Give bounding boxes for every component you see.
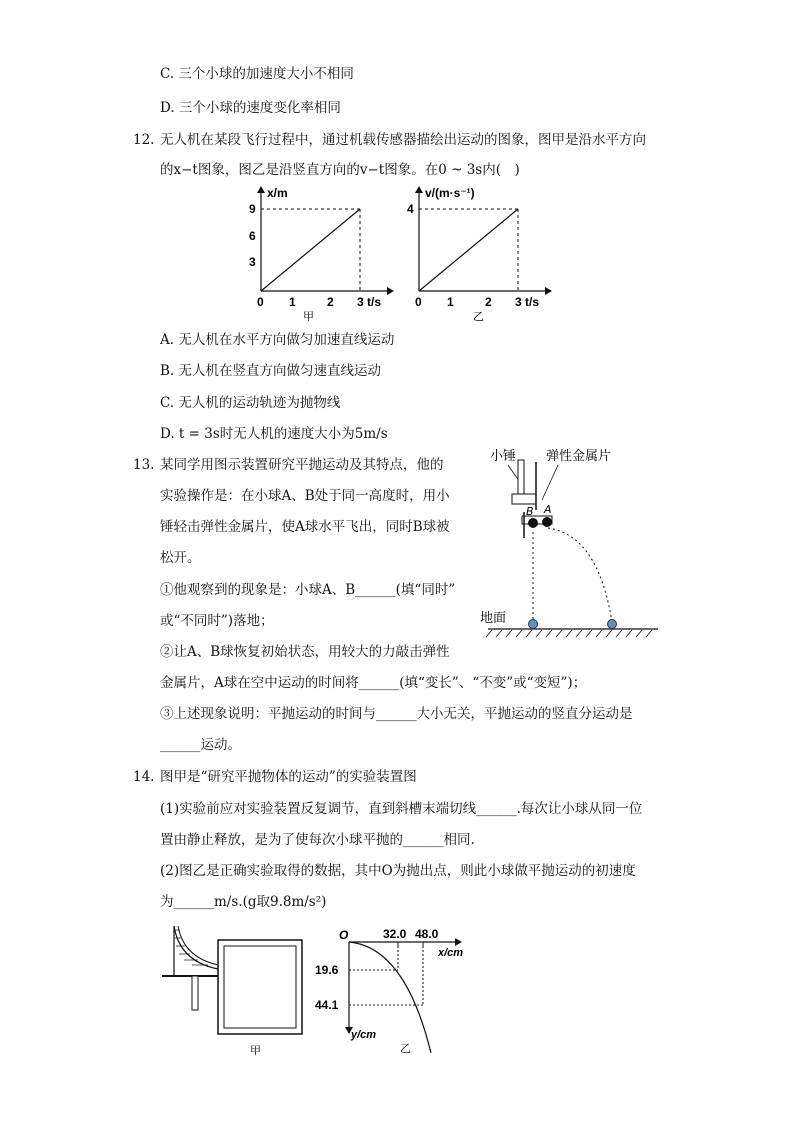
q12-stem-line1: 无人机在某段飞行过程中，通过机载传感器描绘出运动的图象，图甲是沿水平方向 [160, 132, 646, 148]
x-axis-arrow [387, 287, 394, 295]
x-tick-3: 3 [357, 295, 364, 309]
ball-a [542, 517, 552, 527]
q14-number: 14. [133, 769, 155, 785]
q13-line7: ②让A、B球恢复初始状态，用较大的力敲击弹性 [160, 644, 450, 660]
ground-hatch [486, 630, 652, 637]
stand-post [518, 460, 524, 494]
q12-number: 12. [133, 132, 155, 148]
y-tick-3: 3 [249, 255, 256, 269]
x-axis-arrow [545, 287, 552, 295]
q11-option-c: C. 三个小球的加速度大小不相同 [160, 66, 354, 82]
ball-b [528, 518, 538, 528]
chute-curve [174, 926, 224, 970]
q13-line8: 金属片，A球在空中运动的时间将______(填“变长”、“不变”或“变短”)； [160, 675, 587, 691]
y-axis-label: v/(m·s⁻¹) [425, 186, 475, 200]
origin-label: O [339, 928, 349, 942]
series-line [261, 209, 360, 291]
x-axis-arrow [455, 938, 462, 946]
y-axis-arrow [415, 186, 423, 193]
q13-line9: ③上述现象说明：平抛运动的时间与______大小无关，平抛运动的竖直分运动是 [160, 706, 633, 722]
q13-line3: 锤轻击弹性金属片，使A球水平飞出，同时B球被 [160, 519, 450, 535]
x-tick-48: 48.0 [415, 927, 439, 941]
x-tick-32: 32.0 [383, 927, 407, 941]
plate-pointer [542, 465, 558, 500]
q13-line10: ______运动。 [160, 737, 241, 753]
q12-stem-line2: 的x−t图象，图乙是沿竖直方向的v−t图象。在0 ~ 3s内( ) [160, 162, 520, 178]
x-tick-1: 1 [289, 295, 296, 309]
q13-line1: 某同学用图示装置研究平抛运动及其特点，他的 [160, 457, 444, 473]
board-inner [224, 946, 296, 1028]
q13-line2: 实验操作是：在小球A、B处于同一高度时，用小 [160, 488, 450, 504]
table-leg [192, 976, 198, 1010]
y-tick-19.6: 19.6 [315, 963, 339, 977]
y-axis-label: x/m [267, 186, 288, 200]
ball-b-landed [529, 620, 538, 629]
q14-apparatus-figure [158, 920, 313, 1060]
q13-number: 13. [133, 457, 155, 473]
y-tick-4: 4 [407, 202, 414, 216]
label-a: A [544, 503, 552, 516]
q12-chart-jia [245, 185, 395, 325]
label-ground: 地面 [480, 611, 507, 626]
q13-line4: 松开。 [160, 550, 201, 566]
y-tick-9: 9 [249, 202, 256, 216]
y-axis-label: y/cm [351, 1029, 377, 1041]
q11-option-d: D. 三个小球的速度变化率相同 [160, 100, 341, 116]
y-tick-6: 6 [249, 229, 256, 243]
q12-option-d: D. t = 3s时无人机的速度大小为5m/s [160, 426, 388, 442]
ball-a-landed [608, 620, 617, 629]
label-plate: 弹性金属片 [546, 449, 612, 464]
x-tick-2: 2 [327, 295, 334, 309]
caption-yi: 乙 [473, 310, 484, 323]
q14-line4: (2)图乙是正确实验取得的数据，其中O为抛出点，则此小球做平抛运动的初速度 [160, 863, 636, 879]
label-hammer: 小锤 [490, 449, 517, 464]
stand-block [512, 494, 536, 504]
q12-chart-yi [403, 185, 553, 325]
q14-line1: 图甲是“研究平抛物体的运动”的实验装置图 [160, 769, 417, 785]
x-axis-label: t/s [525, 295, 540, 309]
x-axis-label: t/s [367, 295, 382, 309]
q12-option-b: B. 无人机在竖直方向做匀速直线运动 [160, 363, 382, 379]
q14-caption-yi: 乙 [400, 1042, 411, 1055]
y-axis-arrow [257, 186, 265, 193]
path-a [548, 528, 612, 622]
x-tick-0: 0 [415, 295, 422, 309]
q13-line5: ①他观察到的现象是：小球A、B______(填“同时” [160, 582, 456, 598]
q12-option-a: A. 无人机在水平方向做匀加速直线运动 [160, 332, 395, 348]
x-tick-2: 2 [485, 295, 492, 309]
q14-line2: (1)实验前应对实验装置反复调节，直到斜槽末端切线______.每次让小球从同一位 [160, 801, 643, 817]
x-tick-1: 1 [447, 295, 454, 309]
q13-apparatus-figure [478, 440, 663, 640]
x-axis-label: x/cm [438, 947, 464, 959]
caption-jia: 甲 [250, 1044, 261, 1057]
x-tick-0: 0 [257, 295, 264, 309]
y-tick-44.1: 44.1 [315, 998, 339, 1012]
caption-jia: 甲 [303, 310, 314, 323]
q13-line6: 或“不同时”)落地； [160, 613, 274, 629]
q12-option-c: C. 无人机的运动轨迹为抛物线 [160, 395, 341, 411]
q14-line5: 为______m/s.(g取9.8m/s²) [160, 894, 327, 910]
label-b: B [526, 505, 534, 518]
x-tick-3: 3 [515, 295, 522, 309]
q14-line3: 置由静止释放，是为了使每次小球平抛的______相同. [160, 832, 475, 848]
series-line [419, 209, 518, 291]
